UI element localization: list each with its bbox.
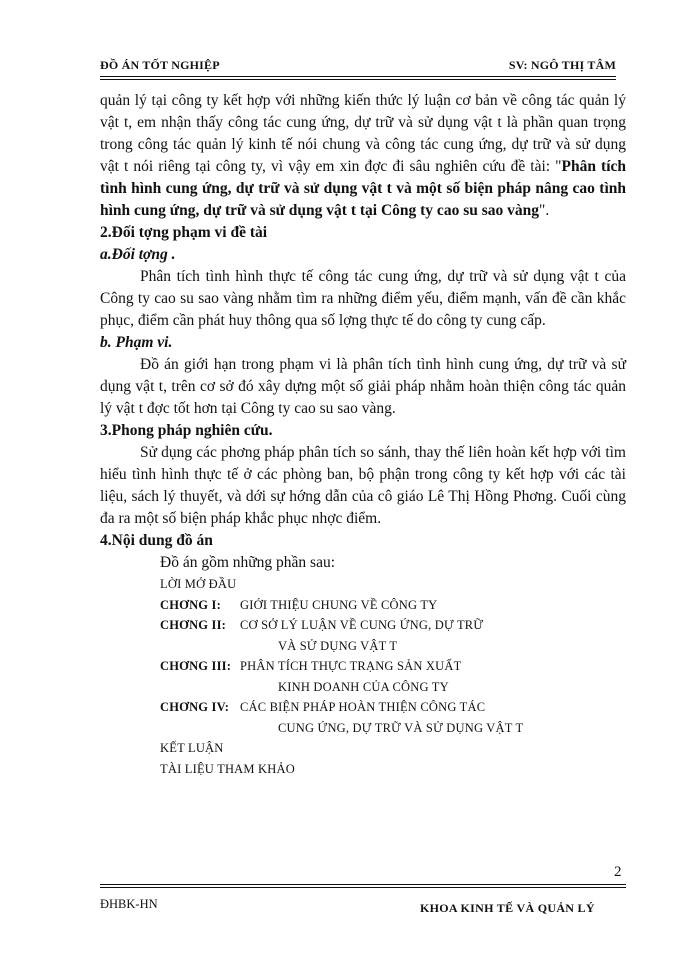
table-of-contents [160, 552, 626, 779]
paragraph-topic [100, 90, 626, 222]
toc-chapter-3 [160, 656, 626, 677]
footer-right: KHOA KINH TẾ VÀ QUẢN LÝ [420, 901, 595, 915]
header-right: SV: NGÔ THỊ TÂM [508, 58, 616, 72]
toc-chapter-4-cont: CUNG ỨNG, DỰ TRỮ VÀ SỬ DỤNG VẬT T [278, 720, 524, 735]
heading-object: a.Đối tợng . [100, 246, 176, 263]
toc-chapter-label: CHƠNG II: [160, 618, 227, 632]
footer-rule-top [100, 884, 626, 885]
page-header [100, 58, 616, 74]
toc-chapter-1 [160, 595, 626, 616]
toc-chapter-label: CHƠNG I: [160, 597, 221, 612]
page-body [100, 90, 626, 779]
header-rule-bottom [100, 79, 616, 80]
header-left: ĐỒ ÁN TỐT NGHIỆP [100, 58, 220, 72]
toc-chapter-title: CÁC BIỆN PHÁP HOÀN THIỆN CÔNG TÁC [240, 700, 486, 714]
topic-title: Phân tích tình hình cung ứng, dự trữ và sử dụng vật t và một số biện pháp nâng cao tình hình cung ứng, dự trữ và sử dụng vật t tại Công ty cao su sao vàng [100, 158, 627, 219]
paragraph-topic-end: ". [539, 202, 550, 219]
paragraph-method: Sử dụng các phơng pháp phân tích so sánh, thay thế liên hoàn kết hợp với tìm hiểu tình hình thực tế ở các phòng ban, bộ phận trong công ty kết hợp với các tài liệu, sách lý thuyết, và dới sự hớng dẫn của cô giáo Lê Thị Hồng Phơng. Cuối cùng đa ra một số biện pháp khắc phục nhợc điểm. [100, 444, 626, 527]
paragraph-object: Phân tích tình hình thực tế công tác cung ứng, dự trữ và sử dụng vật t của Công ty cao su sao vàng nhằm tìm ra những điểm yếu, điểm mạnh, vấn đề cần khắc phục, điểm cần phát huy thông qua số lợng thực tế do công ty cung cấp. [100, 268, 626, 329]
footer-left: ĐHBK-HN [100, 897, 158, 911]
toc-conclusion: KẾT LUẬN [160, 741, 224, 755]
toc-chapter-title: PHÂN TÍCH THỰC TRẠNG SẢN XUẤT [240, 659, 462, 673]
page-number: 2 [614, 864, 622, 880]
toc-opening: LỜI MỞ ĐẦU [160, 577, 237, 591]
toc-chapter-4 [160, 697, 626, 718]
toc-chapter-title: CƠ SỞ LÝ LUẬN VỀ CUNG ỨNG, DỰ TRỮ [240, 618, 484, 632]
toc-chapter-2-cont: VÀ SỬ DỤNG VẬT T [278, 638, 398, 653]
paragraph-topic-lead: quản lý tại công ty kết hợp với những kiến thức lý luận cơ bản về công tác quản lý vật t, em nhận thấy công tác cung ứng, dự trữ và sử dụng vật t là phần quan trọng trong công tác quản lý kinh tế nói chung và công tác cung ứng, dự trữ và sử dụng vật t nói riêng tại công ty, vì vậy em xin đợc đi sâu nghiên cứu đề tài: " [100, 92, 626, 175]
toc-chapter-label: CHƠNG IV: [160, 700, 230, 714]
heading-range: b. Phạm vi. [100, 334, 173, 351]
toc-chapter-3-cont: KINH DOANH CỦA CÔNG TY [278, 679, 449, 694]
footer-rule-bottom [100, 887, 626, 888]
toc-chapter-2 [160, 615, 626, 636]
paragraph-range: Đồ án giới hạn trong phạm vi là phân tích tình hình cung ứng, dự trữ và sử dụng vật t, trên cơ sở đó xây dựng một số giải pháp nhằm hoàn thiện công tác quản lý vật t đợc tốt hơn tại Công ty cao su sao vàng. [100, 356, 626, 417]
heading-method: 3.Phong pháp nghiên cứu. [100, 422, 273, 439]
toc-references: TÀI LIỆU THAM KHẢO [160, 761, 295, 776]
header-rule-top [100, 76, 616, 77]
toc-chapter-label: CHƠNG III: [160, 659, 232, 673]
toc-chapter-title: GIỚI THIỆU CHUNG VỀ CÔNG TY [240, 597, 438, 612]
heading-contents: 4.Nội dung đồ án [100, 532, 213, 549]
heading-scope: 2.Đối tợng phạm vi đề tài [100, 224, 268, 241]
toc-intro: Đồ án gồm những phần sau: [160, 554, 336, 571]
